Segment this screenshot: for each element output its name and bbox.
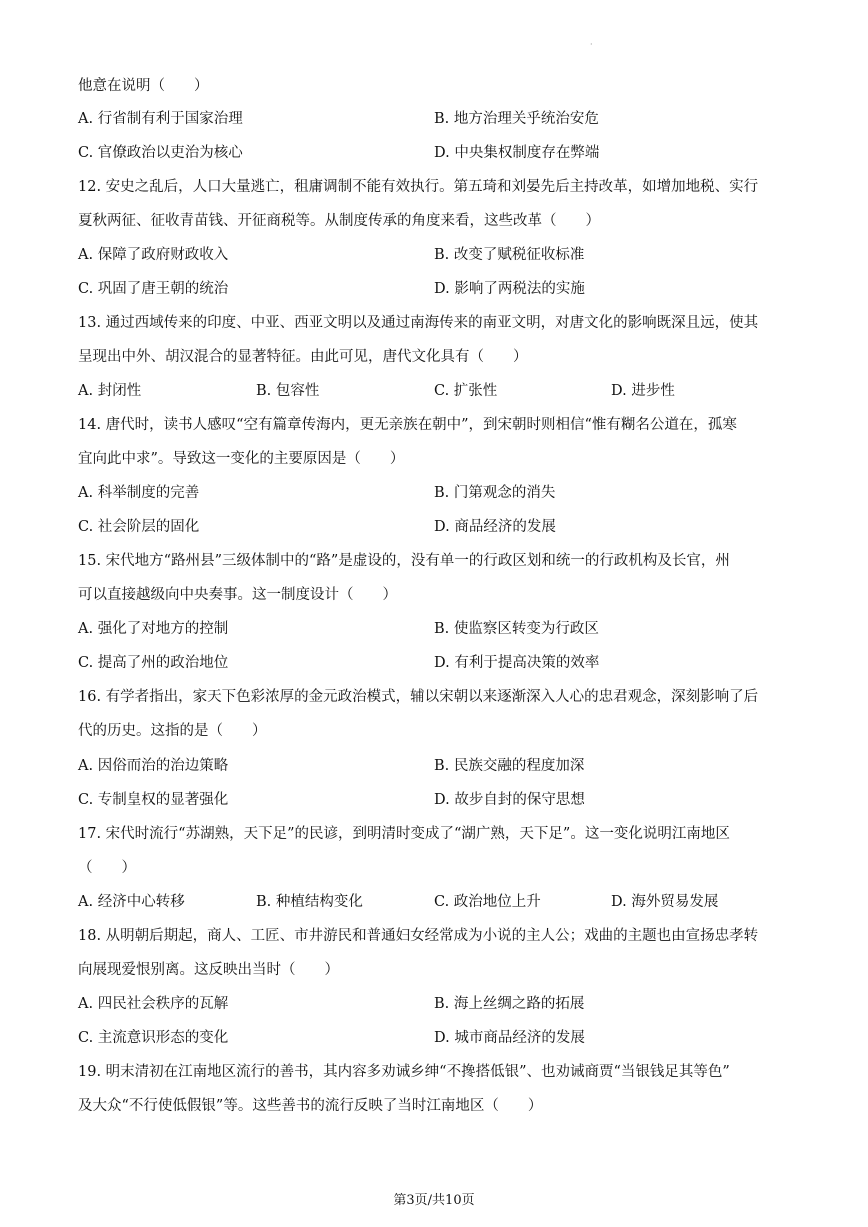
q17-option-b: B. 种植结构变化 xyxy=(256,894,363,910)
q15-option-a: A. 强化了对地方的控制 xyxy=(78,621,229,637)
question-12-stem-line-1: 12. 安史之乱后，人口大量逃亡，租庸调制不能有效执行。第五琦和刘晏先后主持改革，如增加地税、实行 xyxy=(78,179,759,195)
question-15-stem-line-1: 15. 宋代地方“路州县”三级体制中的“路”是虚设的，没有单一的行政区划和统一的行政机构及长官，州 xyxy=(78,553,730,569)
question-14-stem-line-2: 宜向此中求”。导致这一变化的主要原因是（ ） xyxy=(78,451,405,467)
question-12-stem-line-2: 夏秋两征、征收青苗钱、开征商税等。从制度传承的角度来看，这些改革（ ） xyxy=(78,213,600,229)
q13-option-a: A. 封闭性 xyxy=(78,383,142,399)
q18-option-c: C. 主流意识形态的变化 xyxy=(78,1030,229,1046)
page-footer: 第3页/共10页 xyxy=(393,1193,475,1208)
question-13-stem-line-1: 13. 通过西域传来的印度、中亚、西亚文明以及通过南海传来的南亚文明，对唐文化的影响既深且远，使其 xyxy=(78,315,759,331)
q11-option-a: A. 行省制有利于国家治理 xyxy=(78,111,243,127)
q17-option-d: D. 海外贸易发展 xyxy=(611,894,719,910)
q12-option-c: C. 巩固了唐王朝的统治 xyxy=(78,281,229,297)
question-11-stem: 他意在说明（ ） xyxy=(78,78,209,94)
q17-option-c: C. 政治地位上升 xyxy=(434,894,541,910)
q15-option-b: B. 使监察区转变为行政区 xyxy=(434,621,599,637)
q17-option-a: A. 经济中心转移 xyxy=(78,894,185,910)
q15-option-c: C. 提高了州的政治地位 xyxy=(78,655,229,671)
question-18-stem-line-2: 向展现爱恨别离。这反映出当时（ ） xyxy=(78,962,339,978)
q13-option-d: D. 进步性 xyxy=(611,383,675,399)
q13-option-b: B. 包容性 xyxy=(256,383,320,399)
q14-option-d: D. 商品经济的发展 xyxy=(434,519,556,535)
q14-option-c: C. 社会阶层的固化 xyxy=(78,519,200,535)
question-13-stem-line-2: 呈现出中外、胡汉混合的显著特征。由此可见，唐代文化具有（ ） xyxy=(78,349,528,365)
question-15-stem-line-2: 可以直接越级向中央奏事。这一制度设计（ ） xyxy=(78,587,397,603)
q12-option-a: A. 保障了政府财政收入 xyxy=(78,247,229,263)
q16-option-b: B. 民族交融的程度加深 xyxy=(434,758,585,774)
q16-option-c: C. 专制皇权的显著强化 xyxy=(78,792,229,808)
page-mark: · xyxy=(590,40,593,49)
q18-option-a: A. 四民社会秩序的瓦解 xyxy=(78,996,229,1012)
q15-option-d: D. 有利于提高决策的效率 xyxy=(434,655,600,671)
q13-option-c: C. 扩张性 xyxy=(434,383,498,399)
question-17-stem-line-2: （ ） xyxy=(78,860,136,876)
q12-option-d: D. 影响了两税法的实施 xyxy=(434,281,585,297)
question-17-stem-line-1: 17. 宋代时流行“苏湖熟，天下足”的民谚，到明清时变成了“湖广熟，天下足”。这一变化说明江南地区 xyxy=(78,826,730,842)
q18-option-d: D. 城市商品经济的发展 xyxy=(434,1030,585,1046)
question-16-stem-line-2: 代的历史。这指的是（ ） xyxy=(78,723,267,739)
q14-option-a: A. 科举制度的完善 xyxy=(78,485,200,501)
q11-option-d: D. 中央集权制度存在弊端 xyxy=(434,145,600,161)
q12-option-b: B. 改变了赋税征收标准 xyxy=(434,247,585,263)
q18-option-b: B. 海上丝绸之路的拓展 xyxy=(434,996,585,1012)
question-14-stem-line-1: 14. 唐代时，读书人感叹“空有篇章传海内，更无亲族在朝中”，到宋朝时则相信“惟有糊名公道在，孤寒 xyxy=(78,417,737,433)
q14-option-b: B. 门第观念的消失 xyxy=(434,485,556,501)
question-19-stem-line-2: 及大众“不行使低假银”等。这些善书的流行反映了当时江南地区（ ） xyxy=(78,1098,543,1114)
question-19-stem-line-1: 19. 明末清初在江南地区流行的善书，其内容多劝诫乡绅“不搀搭低银”、也劝诫商贾“当银钱足其等色” xyxy=(78,1064,730,1080)
q16-option-a: A. 因俗而治的治边策略 xyxy=(78,758,229,774)
question-16-stem-line-1: 16. 有学者指出，家天下色彩浓厚的金元政治模式，辅以宋朝以来逐渐深入人心的忠君观念，深刻影响了后 xyxy=(78,689,759,705)
q16-option-d: D. 故步自封的保守思想 xyxy=(434,792,585,808)
q11-option-b: B. 地方治理关乎统治安危 xyxy=(434,111,599,127)
question-18-stem-line-1: 18. 从明朝后期起，商人、工匠、市井游民和普通妇女经常成为小说的主人公；戏曲的主题也由宣扬忠孝转 xyxy=(78,928,759,944)
q11-option-c: C. 官僚政治以吏治为核心 xyxy=(78,145,243,161)
